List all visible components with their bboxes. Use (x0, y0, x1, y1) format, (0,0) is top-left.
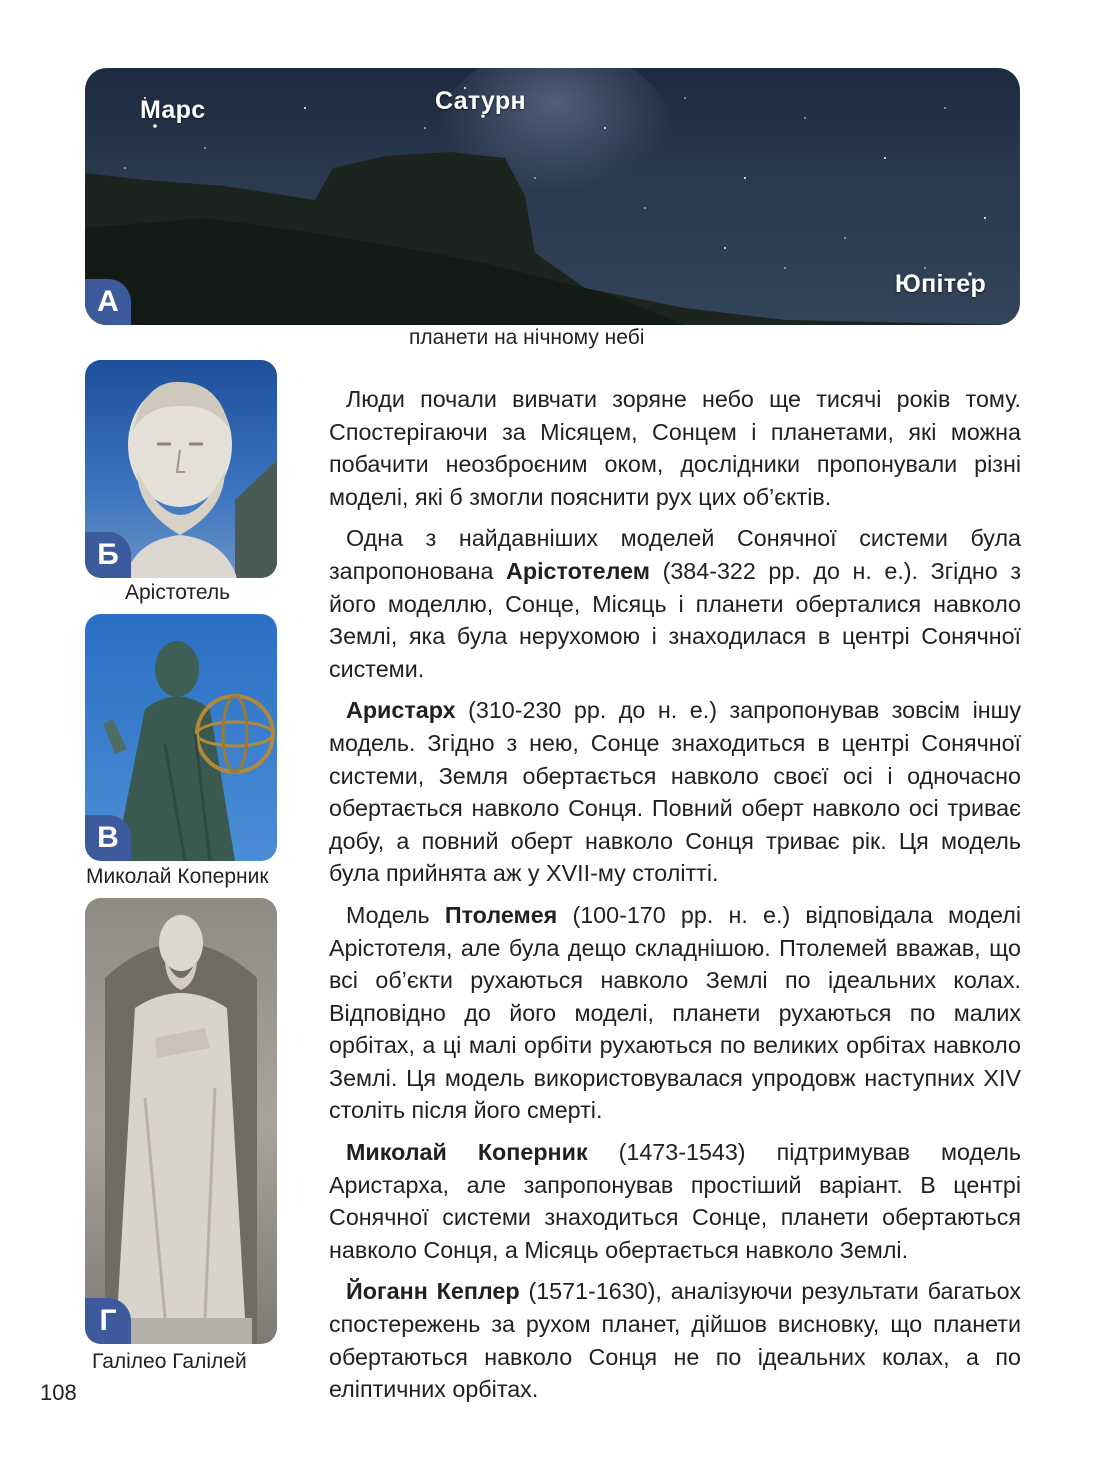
figure-badge-g: Г (85, 1298, 131, 1344)
figure-badge-v: В (85, 815, 131, 861)
paragraph-kepler: Йоганн Кеплер (1571-1630), аналізуючи результати багатьох спостережень за рухом планет, дійшов висновку, що планети обертаються навколо Сонця не по ідеальних колах, а по еліптичних орбітах. (329, 1278, 1021, 1403)
aristotle-caption: Арістотель (125, 581, 231, 604)
jupiter-label: Юпітер (895, 270, 987, 298)
paragraph-aristotle: Одна з найдавніших моделей Сонячної системи була запропонована Арістотелем (384-322 рр. до н. е.). Згідно з його моделлю, Сонце, Місяць і планети оберталися навколо Землі, яка була нерухомою і знаходилася в центрі Сонячної системи. (329, 525, 1021, 682)
galileo-statue-illustration (85, 898, 277, 1344)
paragraph-ptolemy: Модель Птолемея (100-170 рр. н. е.) відповідала моделі Арістотеля, але була дещо складнішою. Птолемей вважав, що всі об’єкти рухаються навколо Землі по ідеальних колах. Відповідно до його моделі, планети рухаються по малих орбітах, а ці малі орбіти рухаються по великих орбітах навколо Землі. Ця модель використовувалася упродовж наступних XIV століть після його смерті. (329, 901, 1021, 1124)
saturn-label: Сатурн (435, 87, 526, 115)
night-sky-photo (85, 68, 1020, 325)
copernicus-photo (85, 614, 277, 861)
figure-badge-a: А (85, 279, 131, 325)
mars-label: Марс (140, 96, 206, 124)
hero-caption: планети на нічному небі (409, 326, 645, 349)
night-sky-illustration (85, 68, 1020, 325)
galileo-caption: Галілео Галілей (92, 1350, 247, 1373)
paragraph-copernicus: Миколай Коперник (1473-1543) підтримував модель Аристарха, але запропонував простіший варіант. В центрі Сонячної системи знаходиться Сонце, планети обертаються навколо Сонця, а Місяць обертається навколо Землі. (329, 1139, 1021, 1263)
copernicus-caption: Миколай Коперник (86, 865, 269, 888)
galileo-photo (85, 898, 277, 1344)
main-text (329, 383, 1021, 1415)
paragraph-aristarchus: Аристарх (310-230 рр. до н. е.) запропонував зовсім іншу модель. Згідно з нею, Сонце знаходиться в центрі Сонячної системи, Земля обертається навколо своєї осі і одночасно обертається навколо Сонця. Повний оберт навколо осі триває добу, а повний оберт навколо Сонця триває рік. Ця модель була прийнята аж у XVII-му столітті. (329, 697, 1021, 887)
page-number: 108 (40, 1380, 77, 1405)
figure-badge-b: Б (85, 532, 131, 578)
aristotle-photo (85, 360, 277, 578)
paragraph-intro: Люди почали вивчати зоряне небо ще тисячі років тому. Спостерігаючи за Місяцем, Сонцем і планетами, які можна побачити неозброєним оком, дослідники пропонували різні моделі, які б змогли пояснити рух цих об’єктів. (329, 386, 1021, 510)
